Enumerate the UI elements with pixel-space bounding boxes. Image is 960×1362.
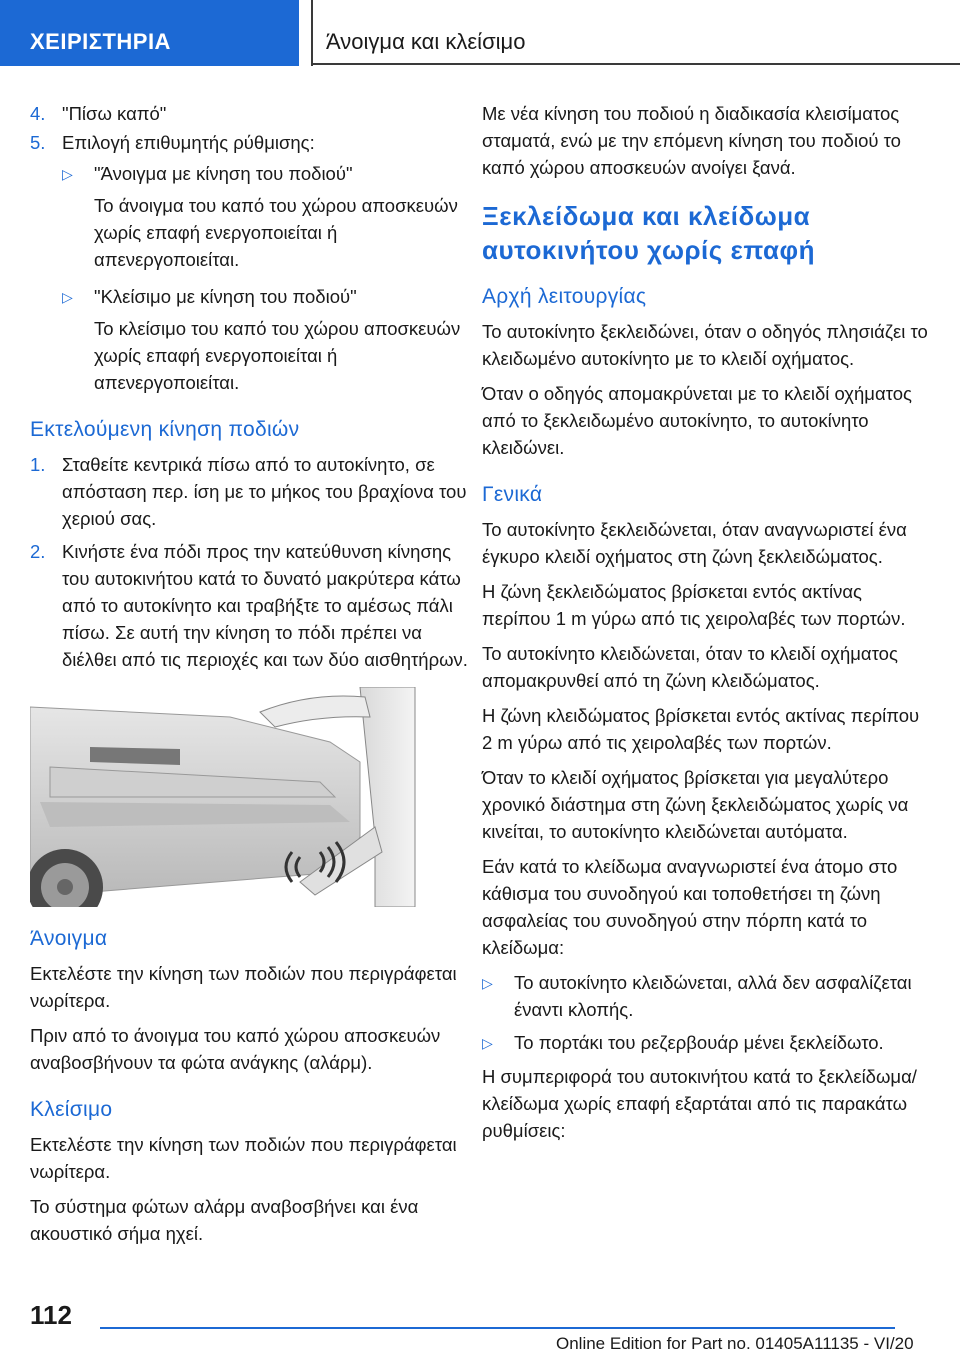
item-number: 2.	[30, 541, 46, 562]
section-tab	[0, 0, 299, 66]
general-paragraph-1: Το αυτοκίνητο ξεκλειδώνεται, όταν αναγνωριστεί ένα έγκυρο κλειδί οχήματος στη ζώνη ξεκλειδώματος.	[482, 519, 907, 567]
item-text: Επιλογή επιθυμητής ρύθμισης:	[62, 132, 315, 153]
bullet-text: Το αυτοκίνητο κλειδώνεται, αλλά δεν ασφαλίζεται έναντι κλοπής.	[514, 972, 912, 1020]
general-paragraph-5: Όταν το κλειδί οχήματος βρίσκεται για μεγαλύτερο χρονικό διάστημα στη ζώνη ξεκλειδώματος χωρίς να κινείται, το αυτοκίνητο κλειδώνεται αυτόματα.	[482, 767, 909, 842]
heading-principle: Αρχή λειτουργίας	[482, 285, 647, 308]
list-item	[30, 129, 475, 156]
bullet-item	[482, 1029, 930, 1057]
close-paragraph-2: Το σύστημα φώτων αλάρμ αναβοσβήνει και ένα ακουστικό σήμα ηχεί.	[30, 1196, 419, 1244]
list-item	[30, 100, 475, 127]
list-item	[30, 451, 475, 532]
triangle-right-icon: ▷	[62, 289, 73, 305]
heading-open: Άνοιγμα	[30, 927, 108, 950]
chapter-title: Άνοιγμα και κλείσιμο	[326, 29, 526, 54]
list-item	[30, 538, 475, 673]
section-tab-label: ΧΕΙΡΙΣΤΗΡΙΑ	[30, 29, 171, 54]
option-item	[62, 160, 475, 188]
item-number: 5.	[30, 132, 46, 153]
general-paragraph-6: Εάν κατά το κλείδωμα αναγνωριστεί ένα άτομο στο κάθισμα του συνοδηγού και τοποθετήσει τη ζώνη ασφαλείας του συνοδηγού στην πόρπη κατά το κλείδωμα:	[482, 856, 898, 958]
final-paragraph: Η συμπεριφορά του αυτοκινήτου κατά το ξεκλείδωμα/κλείδωμα χωρίς επαφή εξαρτάται από τις παρακάτω ρυθμίσεις:	[482, 1066, 917, 1141]
item-text: Σταθείτε κεντρικά πίσω από το αυτοκίνητο, σε απόσταση περ. ίση με το μήκος του βραχίονα του χεριού σας.	[62, 454, 467, 529]
principle-paragraph-1: Το αυτοκίνητο ξεκλειδώνει, όταν ο οδηγός πλησιάζει το κλειδωμένο αυτοκίνητο με το κλειδί οχήματος.	[482, 321, 928, 369]
heading-general: Γενικά	[482, 483, 543, 506]
foot-motion-illustration	[30, 687, 470, 907]
close-paragraph-1: Εκτελέστε την κίνηση των ποδιών που περιγράφεται νωρίτερα.	[30, 1134, 457, 1182]
option-label: "Κλείσιμο με κίνηση του ποδιού"	[94, 286, 357, 307]
page-header	[0, 0, 960, 66]
option-item	[62, 283, 475, 311]
triangle-right-icon: ▷	[62, 166, 73, 182]
general-paragraph-4: Η ζώνη κλειδώματος βρίσκεται εντός ακτίνας περίπου 2 m γύρω από τις χειρολαβές των πορτών.	[482, 705, 920, 753]
principle-paragraph-2: Όταν ο οδηγός απομακρύνεται με το κλειδί οχήματος από το ξεκλειδωμένο αυτοκίνητο, το αυτοκίνητο κλειδώνει.	[482, 383, 912, 458]
general-paragraph-3: Το αυτοκίνητο κλειδώνεται, όταν το κλειδί οχήματος απομακρυνθεί από τη ζώνη κλειδώματος.	[482, 643, 898, 691]
general-paragraph-2: Η ζώνη ξεκλειδώματος βρίσκεται εντός ακτίνας περίπου 1 m γύρω από τις χειρολαβές των πορτών.	[482, 581, 906, 629]
item-number: 4.	[30, 103, 46, 124]
heading-keyless: Ξεκλείδωμα και κλείδωμα αυτοκινήτου χωρίς επαφή	[482, 201, 815, 265]
option-description: Το άνοιγμα του καπό του χώρου αποσκευών χωρίς επαφή ενεργοποιείται ή απενεργοποιείται.	[94, 195, 458, 270]
edition-text: Online Edition for Part no. 01405A11135 - VI/20	[556, 1334, 914, 1353]
option-description: Το κλείσιμο του καπό του χώρου αποσκευών χωρίς επαφή ενεργοποιείται ή απενεργοποιείται.	[94, 318, 461, 393]
item-text: Κινήστε ένα πόδι προς την κατεύθυνση κίνησης του αυτοκινήτου κατά το δυνατό μακρύτερα κάτω από το αυτοκίνητο και τραβήξτε το αμέσως πάλι πίσω. Σε αυτή την κίνηση το πόδι πρέπει να διέλθει από τις περιοχές και των δύο αισθητήρων.	[62, 541, 468, 670]
open-paragraph-1: Εκτελέστε την κίνηση των ποδιών που περιγράφεται νωρίτερα.	[30, 963, 457, 1011]
intro-paragraph: Με νέα κίνηση του ποδιού η διαδικασία κλεισίματος σταματά, ενώ με την επόμενη κίνηση του ποδιού το καπό χώρου αποσκευών ανοίγει ξανά.	[482, 103, 901, 178]
header-divider	[311, 0, 313, 66]
item-text: "Πίσω καπό"	[62, 103, 167, 124]
option-label: "Άνοιγμα με κίνηση του ποδιού"	[94, 163, 353, 184]
heading-close: Κλείσιμο	[30, 1098, 113, 1121]
left-column	[30, 100, 475, 1255]
page-number: 112	[30, 1300, 72, 1330]
bullet-text: Το πορτάκι του ρεζερβουάρ μένει ξεκλείδωτο.	[514, 1032, 884, 1053]
triangle-right-icon: ▷	[482, 1035, 493, 1051]
footer-rule	[100, 1327, 895, 1329]
open-paragraph-2: Πριν από το άνοιγμα του καπό χώρου αποσκευών αναβοσβήνουν τα φώτα ανάγκης (αλάρμ).	[30, 1025, 441, 1073]
right-column	[482, 100, 930, 1152]
header-rule	[313, 63, 960, 65]
car-rear-foot-icon	[30, 687, 470, 907]
item-number: 1.	[30, 454, 46, 475]
heading-foot-motion: Εκτελούμενη κίνηση ποδιών	[30, 418, 300, 441]
bullet-item	[482, 969, 930, 1023]
triangle-right-icon: ▷	[482, 975, 493, 991]
